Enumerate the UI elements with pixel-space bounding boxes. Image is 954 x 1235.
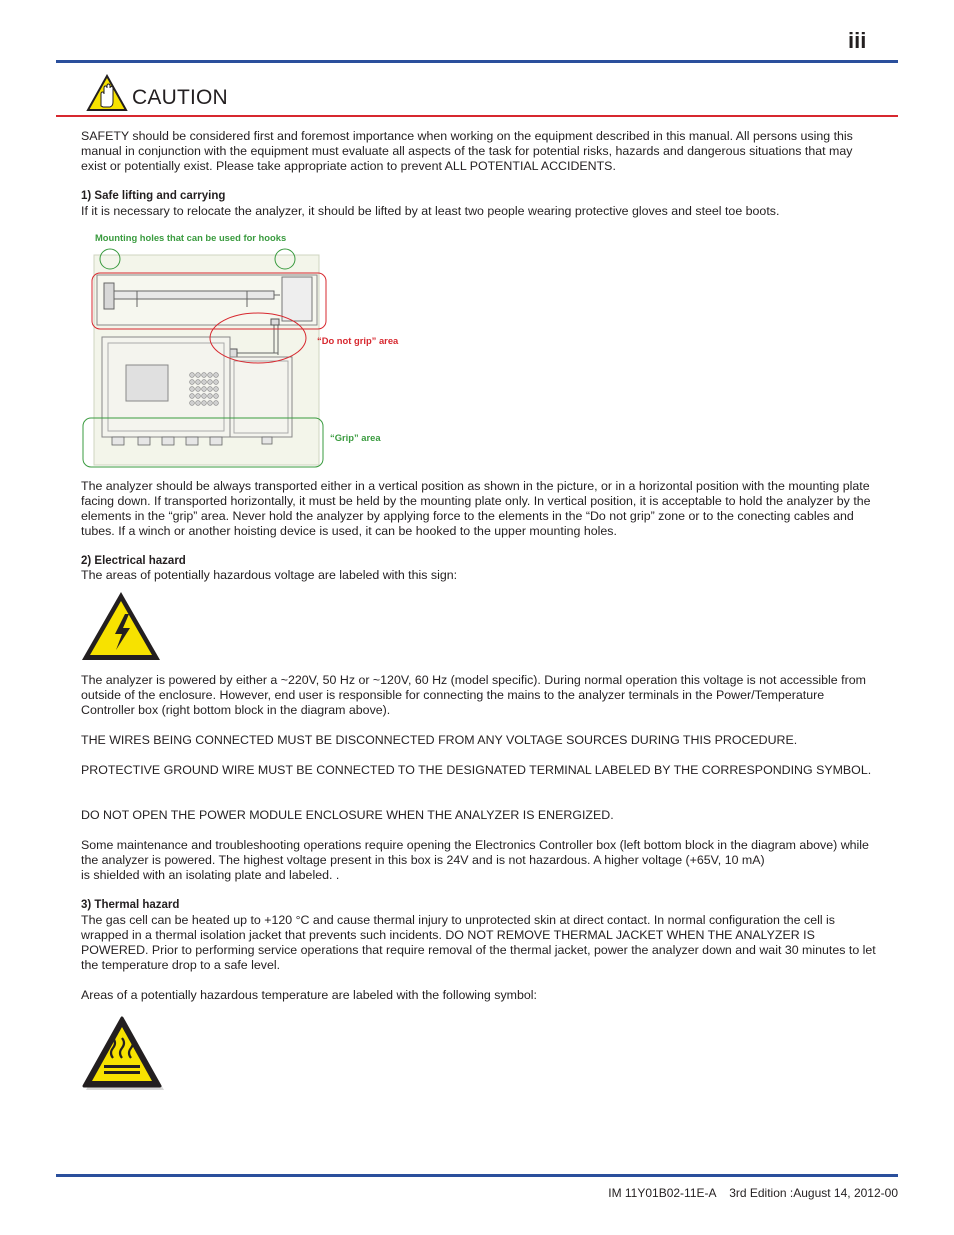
label-mounting-holes: Mounting holes that can be used for hooks: [95, 232, 287, 243]
footer-edition: 3rd Edition :August 14, 2012-00: [729, 1186, 898, 1200]
section2-p3: PROTECTIVE GROUND WIRE MUST BE CONNECTED TO THE DESIGNATED TERMINAL LABELED BY THE CORRESPONDING SYMBOL.: [81, 763, 872, 777]
section2-p2: THE WIRES BEING CONNECTED MUST BE DISCONNECTED FROM ANY VOLTAGE SOURCES DURING THIS PROCEDURE.: [81, 733, 798, 747]
footer-doc-id: IM 11Y01B02-11E-A: [608, 1186, 716, 1200]
section2-p5a: Some maintenance and troubleshooting operations require opening the Electronics Controller box (left bottom block in the diagram above) while the analyzer is powered. The highest voltage present in this box is 24V and is not hazardous. A higher voltage (+65V, 10 mA): [81, 838, 869, 867]
section2-p5b: is shielded with an isolating plate and labeled. .: [81, 868, 340, 882]
section2-p4: DO NOT OPEN THE POWER MODULE ENCLOSURE WHEN THE ANALYZER IS ENERGIZED.: [81, 808, 614, 822]
page-number: iii: [848, 28, 867, 53]
label-grip: “Grip” area: [330, 432, 381, 443]
footer: [608, 1186, 898, 1200]
section2-p1: The analyzer is powered by either a ~220V, 50 Hz or ~120V, 60 Hz (model specific). During normal operation this voltage is not accessible from outside of the enclosure. However, end user is responsible for connecting the mains to the analyzer terminals in the Power/Temperature Controller box (right bottom block in the diagram above).: [81, 673, 866, 717]
section1-text: If it is necessary to relocate the analyzer, it should be lifted by at least two people wearing protective gloves and steel toe boots.: [81, 204, 780, 218]
label-do-not-grip: “Do not grip” area: [317, 335, 399, 346]
section1-paragraph: The analyzer should be always transported either in a vertical position as shown in the picture, or in a horizontal position with the mounting plate facing down. If transported horizontally, it must be held by the mounting plate only. In vertical position, it is acceptable to hold the analyzer by the elements in the “grip” area. Never hold the analyzer by applying force to the elements in the “Do not grip” zone or to the conecting cables and tubes. If a winch or another hoisting device is used, it can be hooked to the upper mounting holes.: [81, 479, 871, 538]
section3-p2: Areas of a potentially hazardous temperature are labeled with the following symbol:: [81, 988, 537, 1002]
bottom-rule: [56, 1174, 898, 1177]
thermal-hazard-icon: [80, 1016, 166, 1094]
caution-hand-icon: [86, 74, 128, 112]
section2-text: The areas of potentially hazardous voltage are labeled with this sign:: [81, 568, 458, 582]
top-rule: [56, 60, 898, 63]
caution-title: CAUTION: [132, 86, 228, 109]
section3-heading: 3) Thermal hazard: [81, 899, 180, 911]
analyzer-diagram: [82, 245, 332, 470]
caution-rule: [56, 115, 898, 117]
section2-heading: 2) Electrical hazard: [81, 555, 186, 567]
electrical-hazard-icon: [80, 590, 162, 662]
section3-p1: The gas cell can be heated up to +120 °C and cause thermal injury to unprotected skin at direct contact. In normal configuration the cell is wrapped in a thermal isolation jacket that prevents such incidents. DO NOT REMOVE THERMAL JACKET WHEN THE ANALYZER IS POWERED. Prior to performing service operations that require removal of the thermal jacket, power the analyzer down and wait 30 minutes to let the temperature drop to a safe level.: [81, 913, 876, 972]
section1-heading: 1) Safe lifting and carrying: [81, 190, 226, 202]
intro-paragraph: SAFETY should be considered first and foremost importance when working on the equipment described in this manual. All persons using this manual in conjunction with the equipment must evaluate all aspects of the task for potential risks, hazards and dangerous situations that may exist or potentially exist. Please take appropriate action to prevent ALL POTENTIAL ACCIDENTS.: [81, 129, 853, 173]
